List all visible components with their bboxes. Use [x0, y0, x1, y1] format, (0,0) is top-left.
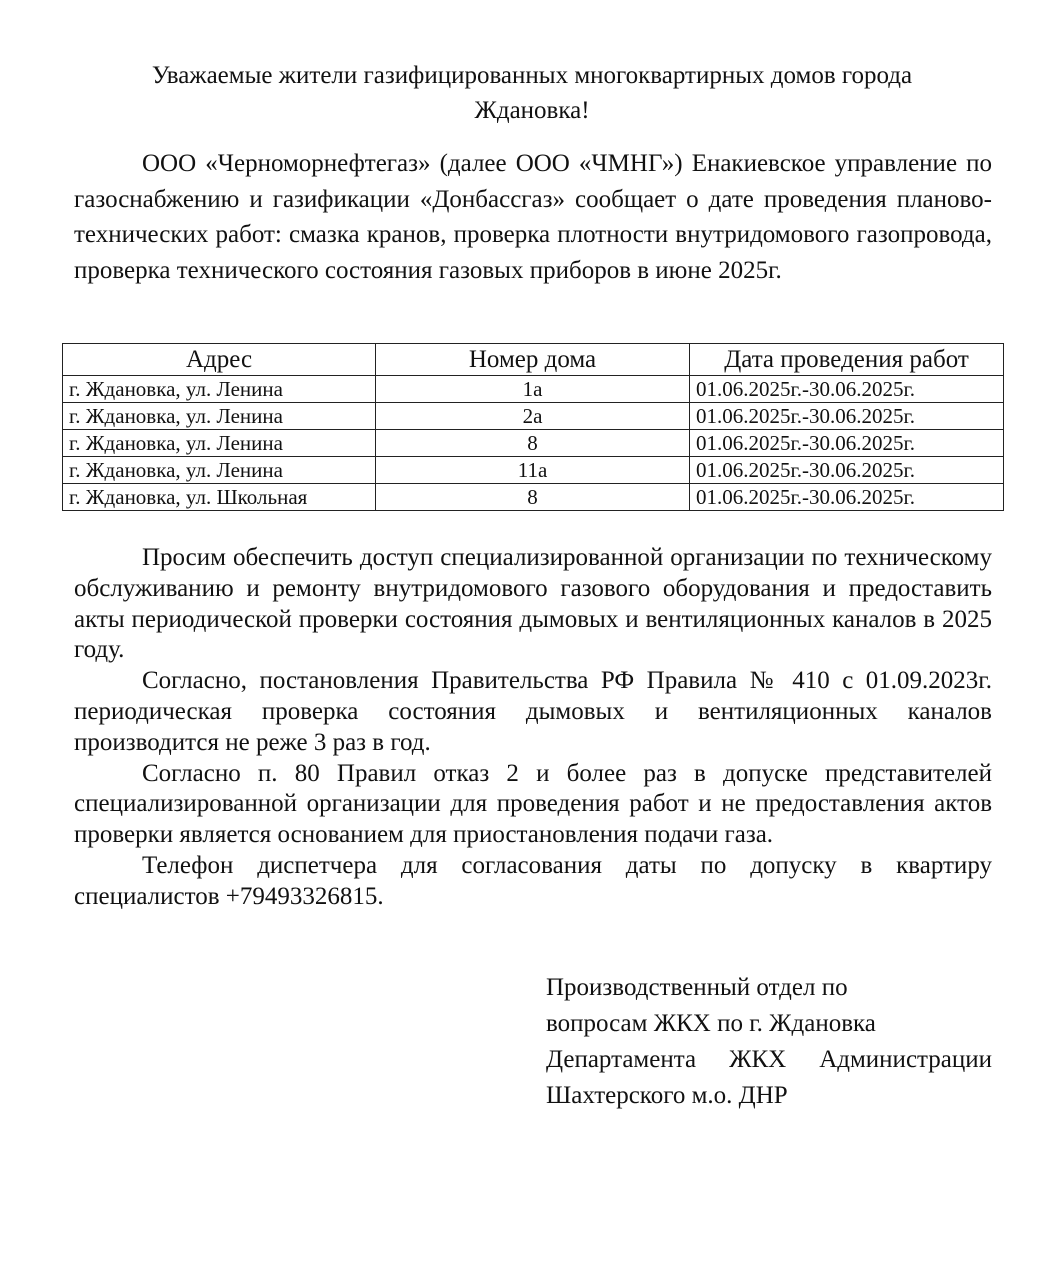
table-row	[63, 403, 1004, 430]
cell-address: г. Ждановка, ул. Ленина	[63, 457, 376, 484]
phone-paragraph: Телефон диспетчера для согласования даты по допуску в квартиру специалистов +79493326815.	[74, 851, 992, 910]
schedule-table	[62, 343, 1004, 511]
notice-body	[74, 543, 992, 913]
cell-address: г. Ждановка, ул. Ленина	[63, 430, 376, 457]
cell-address: г. Ждановка, ул. Ленина	[63, 376, 376, 403]
cell-house-number: 8	[376, 484, 690, 511]
salutation-line-2: Ждановка!	[474, 97, 590, 124]
refusal-paragraph: Согласно п. 80 Правил отказ 2 и более раз в допуске представителей специализированной организации для проведения работ и не предоставления актов проверки является основанием для приостановления подачи газа.	[74, 759, 992, 849]
cell-house-number: 2а	[376, 403, 690, 430]
cell-address: г. Ждановка, ул. Школьная	[63, 484, 376, 511]
access-request-paragraph: Просим обеспечить доступ специализированной организации по техническому обслуживанию и ремонту внутридомового газового оборудования и предоставить акты периодической проверки состояния дымовых и вентиляционных каналов в 2025 году.	[74, 544, 992, 664]
regulation-paragraph: Согласно, постановления Правительства РФ Правила № 410 с 01.09.2023г. периодическая проверка состояния дымовых и вентиляционных каналов производится не реже 3 раз в год.	[74, 667, 992, 756]
salutation-heading	[74, 58, 990, 128]
header-work-date: Дата проведения работ	[690, 344, 1004, 376]
signature-line-2: вопросам ЖКХ по г. Ждановка	[546, 1010, 876, 1037]
cell-house-number: 11а	[376, 457, 690, 484]
table-row	[63, 430, 1004, 457]
cell-work-date: 01.06.2025г.-30.06.2025г.	[690, 403, 1004, 430]
table-row	[63, 484, 1004, 511]
signature-line-1: Производственный отдел по	[546, 974, 848, 1001]
table-header-row	[63, 344, 1004, 376]
intro-paragraph: ООО «Черноморнефтегаз» (далее ООО «ЧМНГ») Енакиевское управление по газоснабжению и газификации «Донбассгаз» сообщает о дате проведения планово-технических работ: смазка кранов, проверка плотности внутридомового газопровода, проверка технического состояния газовых приборов в июне 2025г.	[74, 150, 992, 284]
cell-work-date: 01.06.2025г.-30.06.2025г.	[690, 376, 1004, 403]
cell-work-date: 01.06.2025г.-30.06.2025г.	[690, 484, 1004, 511]
cell-work-date: 01.06.2025г.-30.06.2025г.	[690, 457, 1004, 484]
cell-address: г. Ждановка, ул. Ленина	[63, 403, 376, 430]
cell-work-date: 01.06.2025г.-30.06.2025г.	[690, 430, 1004, 457]
cell-house-number: 1а	[376, 376, 690, 403]
cell-house-number: 8	[376, 430, 690, 457]
table-row	[63, 376, 1004, 403]
header-house-number: Номер дома	[376, 344, 690, 376]
header-address: Адрес	[63, 344, 376, 376]
signature-block	[546, 970, 992, 1114]
signature-line-3: Департамента ЖКХ Администрации	[546, 1046, 992, 1073]
signature-line-4: Шахтерского м.о. ДНР	[546, 1082, 788, 1109]
table-row	[63, 457, 1004, 484]
salutation-line-1: Уважаемые жители газифицированных многоквартирных домов города	[151, 62, 913, 89]
